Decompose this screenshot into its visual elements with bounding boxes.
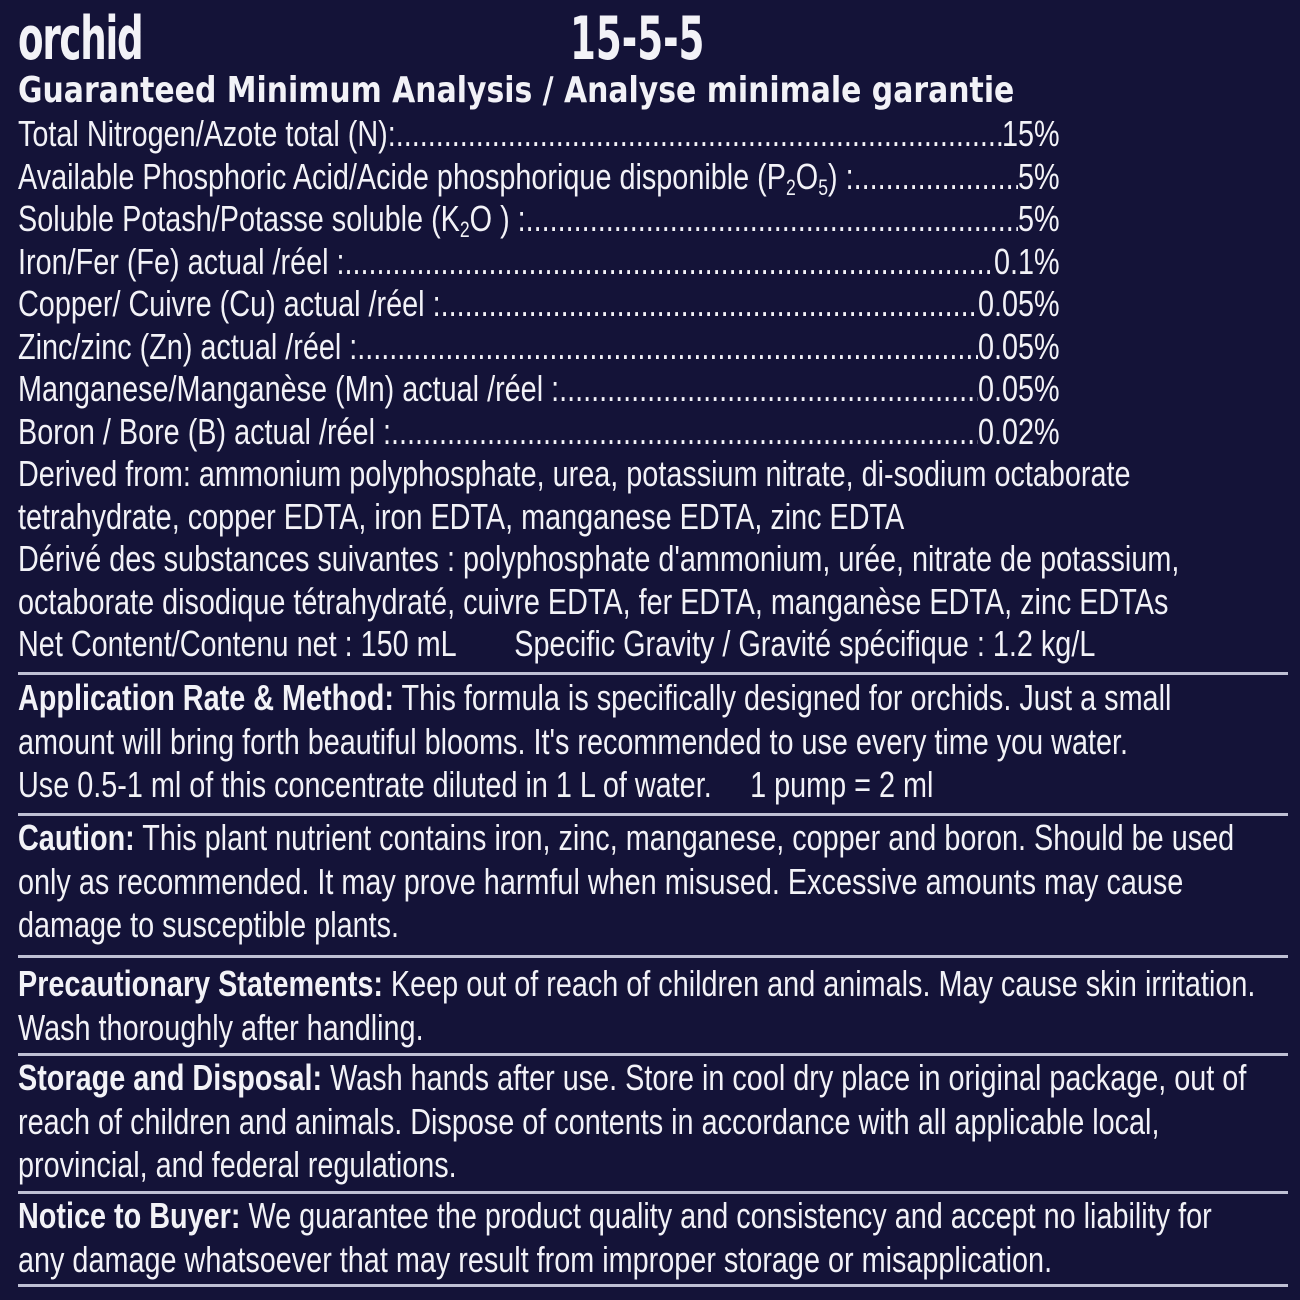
analysis-value: 0.05% bbox=[977, 368, 1060, 409]
notice-text: any damage whatsoever that may result from improper storage or misapplication. bbox=[18, 1238, 1053, 1280]
npk-ratio: 15-5-5 bbox=[570, 4, 705, 74]
analysis-label: Soluble Potash/Potasse soluble ($K_2O$ ) : bbox=[18, 198, 526, 242]
application-text: amount will bring forth beautiful blooms. It's recommended to use every time you water. bbox=[18, 720, 1129, 762]
analysis-value: 0.05% bbox=[977, 283, 1060, 324]
section-divider bbox=[18, 1284, 1288, 1287]
section-divider bbox=[18, 672, 1288, 675]
caution-section bbox=[18, 816, 1288, 947]
derived-from-fr-line: Dérivé des substances suivantes : polyphosphate d'ammonium, urée, nitrate de potassium, bbox=[18, 538, 1180, 579]
application-heading: Application Rate & Method: bbox=[18, 677, 394, 718]
section-divider bbox=[18, 955, 1288, 958]
precaution-text: Wash thoroughly after handling. bbox=[18, 1006, 424, 1048]
analysis-row-iron bbox=[18, 241, 1060, 284]
analysis-value: 0.1% bbox=[993, 240, 1060, 282]
analysis-label: Manganese/Manganèse (Mn) actual /réel : bbox=[18, 368, 560, 409]
storage-text: provincial, and federal regulations. bbox=[18, 1144, 457, 1185]
caution-text: only as recommended. It may prove harmful when misused. Excessive amounts may cause bbox=[18, 860, 1184, 902]
specific-gravity: Specific Gravity / Gravité spécifique : 1.2 kg/L bbox=[514, 623, 1096, 664]
notice-heading: Notice to Buyer: bbox=[18, 1195, 241, 1236]
leader-dots bbox=[854, 156, 1018, 199]
leader-dots bbox=[559, 368, 978, 411]
leader-dots bbox=[396, 113, 1002, 156]
analysis-value: 0.05% bbox=[977, 325, 1060, 367]
derived-from-fr-line: octaborate disodique tétrahydraté, cuivre EDTA, fer EDTA, manganèse EDTA, zinc EDTAs bbox=[18, 580, 1169, 622]
analysis-label: Iron/Fer (Fe) actual /réel : bbox=[18, 240, 345, 282]
analysis-row-boron bbox=[18, 411, 1060, 454]
analysis-value: 5% bbox=[1017, 155, 1060, 197]
leader-dots bbox=[391, 411, 978, 454]
analysis-row-potash bbox=[18, 198, 1060, 241]
analysis-label: Boron / Bore (B) actual /réel : bbox=[18, 410, 391, 452]
precaution-text: Keep out of reach of children and animals. May cause skin irritation. bbox=[382, 963, 1256, 1004]
analysis-row-copper bbox=[18, 283, 1060, 326]
leader-dots bbox=[526, 198, 1018, 241]
leader-dots bbox=[441, 283, 978, 326]
caution-text: damage to susceptible plants. bbox=[18, 904, 400, 945]
analysis-label: Total Nitrogen/Azote total (N): bbox=[18, 113, 396, 154]
leader-dots bbox=[357, 326, 978, 369]
leader-dots bbox=[345, 241, 994, 284]
application-section bbox=[18, 676, 1288, 807]
net-content: Net Content/Contenu net : 150 mL bbox=[18, 623, 457, 664]
derived-from-en-line: tetrahydrate, copper EDTA, iron EDTA, manganese EDTA, zinc EDTA bbox=[18, 495, 905, 537]
label-header bbox=[18, 4, 1288, 74]
derived-from-en-line: Derived from: ammonium polyphosphate, urea, potassium nitrate, di-sodium octaborate bbox=[18, 453, 1131, 494]
analysis-row-phosphoric-acid bbox=[18, 156, 1060, 199]
content-gravity-line bbox=[18, 623, 1288, 666]
product-name: orchid bbox=[18, 4, 143, 74]
notice-section bbox=[18, 1194, 1288, 1281]
caution-text: This plant nutrient contains iron, zinc, manganese, copper and boron. Should be used bbox=[134, 817, 1235, 858]
analysis-value: 5% bbox=[1017, 198, 1060, 239]
storage-section bbox=[18, 1056, 1288, 1187]
precaution-section bbox=[18, 962, 1288, 1049]
pump-dose: 1 pump = 2 ml bbox=[750, 764, 934, 805]
precaution-heading: Precautionary Statements: bbox=[18, 963, 383, 1004]
analysis-row-zinc bbox=[18, 326, 1060, 369]
analysis-row-nitrogen bbox=[18, 113, 1060, 156]
storage-text: reach of children and animals. Dispose of contents in accordance with all applicable local, bbox=[18, 1100, 1160, 1142]
application-dilution: Use 0.5-1 ml of this concentrate diluted in 1 L of water. bbox=[18, 764, 712, 805]
analysis-row-manganese bbox=[18, 368, 1060, 411]
analysis-label: Copper/ Cuivre (Cu) actual /réel : bbox=[18, 283, 441, 324]
analysis-block bbox=[18, 113, 1288, 666]
analysis-value: 15% bbox=[1001, 113, 1060, 154]
analysis-label: Zinc/zinc (Zn) actual /réel : bbox=[18, 325, 358, 367]
analysis-heading: Guaranteed Minimum Analysis / Analyse minimale garantie bbox=[18, 70, 1015, 111]
analysis-value: 0.02% bbox=[977, 410, 1060, 452]
application-text: This formula is specifically designed for orchids. Just a small bbox=[394, 677, 1172, 718]
analysis-label: Available Phosphoric Acid/Acide phosphorique disponible $(P_2O_5)$ : bbox=[18, 155, 854, 200]
storage-heading: Storage and Disposal: bbox=[18, 1057, 323, 1098]
caution-heading: Caution: bbox=[18, 817, 135, 858]
storage-text: Wash hands after use. Store in cool dry place in original package, out of bbox=[322, 1057, 1247, 1098]
notice-text: We guarantee the product quality and consistency and accept no liability for bbox=[240, 1195, 1212, 1236]
